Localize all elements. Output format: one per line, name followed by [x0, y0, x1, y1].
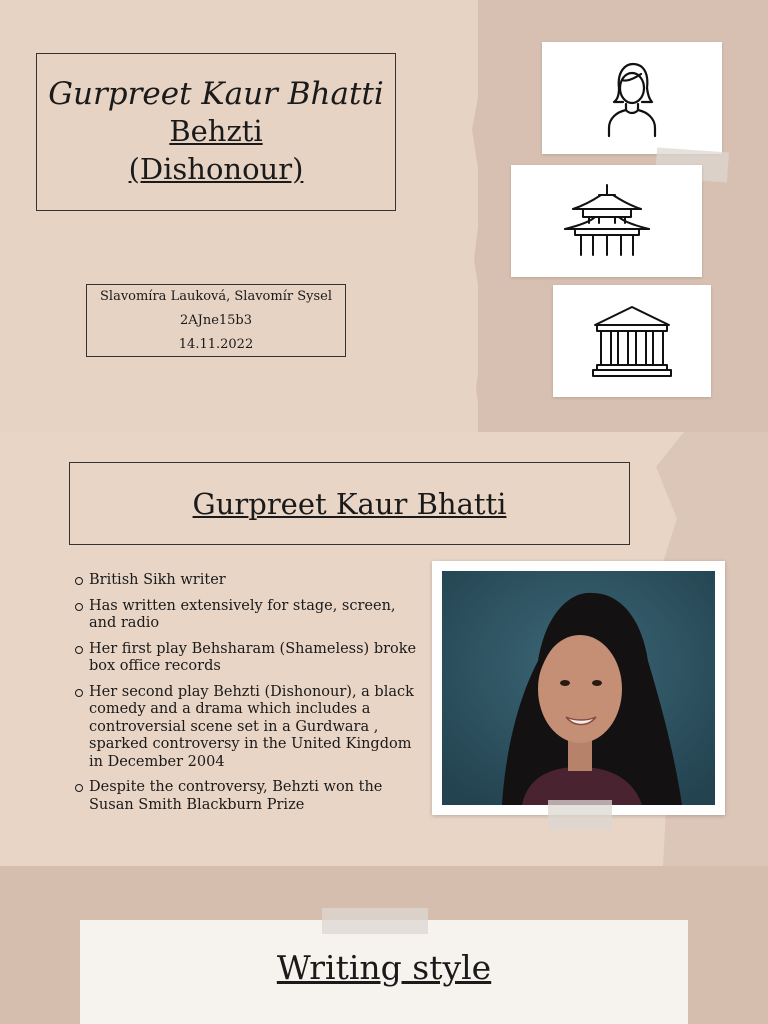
- tape-strip: [548, 800, 612, 830]
- title-box: [36, 53, 396, 211]
- list-item: Her second play Behzti (Dishonour), a black comedy and a drama which includes a controversial scene set in a Gurdwara , sparked controversy in the United Kingdom in December 2004: [74, 684, 424, 772]
- list-item: Her first play Behsharam (Shameless) broke box office records: [74, 641, 424, 676]
- portrait-photo-frame: [432, 561, 725, 815]
- play-title: Behzti: [169, 114, 263, 149]
- writing-style-heading: Writing style: [276, 948, 492, 987]
- pagoda-icon-card: [511, 165, 702, 277]
- section-heading: Gurpreet Kaur Bhatti: [192, 486, 507, 521]
- list-item: British Sikh writer: [74, 572, 424, 590]
- woman-icon-card: [542, 42, 722, 154]
- temple-icon-card: [553, 285, 711, 397]
- greek-temple-icon: [589, 301, 675, 381]
- presentation-date: 14.11.2022: [178, 337, 254, 352]
- group-code: 2AJne15b3: [179, 313, 253, 328]
- writing-style-card: [80, 920, 688, 1024]
- list-item: Has written extensively for stage, screen, and radio: [74, 598, 424, 633]
- woman-avatar-icon: [597, 58, 667, 138]
- play-subtitle: (Dishonour): [128, 151, 304, 186]
- portrait-photo: [442, 571, 715, 805]
- portrait-illustration: [442, 571, 715, 805]
- presenter-names: Slavomíra Lauková, Slavomír Sysel: [100, 289, 332, 304]
- list-item: Despite the controversy, Behzti won the Susan Smith Blackburn Prize: [74, 779, 424, 814]
- author-name-title: Gurpreet Kaur Bhatti: [48, 76, 384, 113]
- presenter-info-box: [86, 284, 346, 357]
- tape-strip: [322, 908, 428, 934]
- facts-list: [74, 572, 424, 822]
- section-heading-box: [69, 462, 630, 545]
- pagoda-icon: [559, 181, 655, 261]
